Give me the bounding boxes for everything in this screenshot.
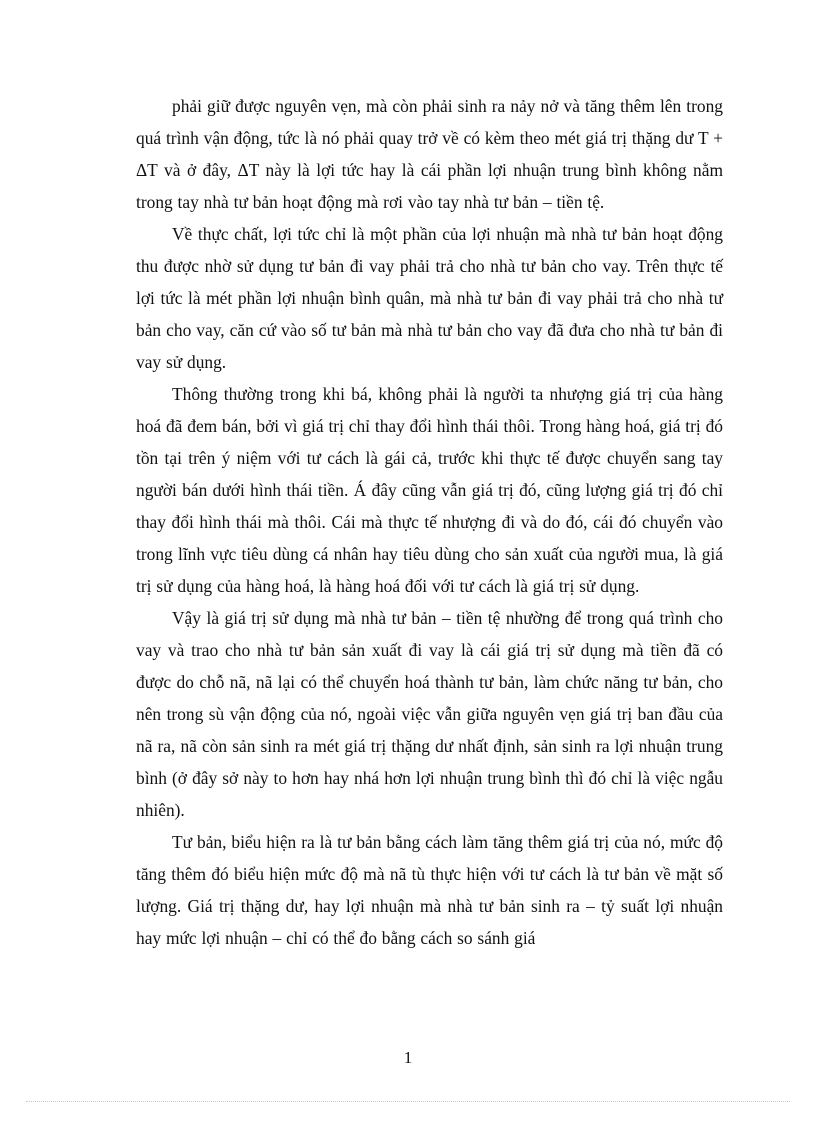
paragraph-capital-expression: Tư bản, biểu hiện ra là tư bản bằng cách làm tăng thêm giá trị của nó, mức độ tăng thêm đó biểu hiện mức độ mà nã tù thực hiện với tư cách là tư bản về mặt số lượng. Giá trị thặng dư, hay lợi nhuận mà nhà tư bản sinh ra – tỷ suất lợi nhuận hay mức lợi nhuận – chỉ có thể đo bằng cách so sánh giá bbox=[136, 832, 723, 948]
page-number: 1 bbox=[403, 1048, 413, 1067]
paragraph-interest-nature: Về thực chất, lợi tức chỉ là một phần của lợi nhuận mà nhà tư bản hoạt động thu được nhờ sử dụng tư bản đi vay phải trả cho nhà tư bản cho vay. Trên thực tế lợi tức là mét phần lợi nhuận bình quân, mà nhà tư bản đi vay phải trả cho nhà tư bản cho vay, căn cứ vào số tư bản mà nhà tư bản cho vay đã đưa cho nhà tư bản đi vay sử dụng. bbox=[136, 224, 723, 372]
page-bottom-divider bbox=[26, 1101, 790, 1102]
body-text bbox=[136, 90, 723, 954]
paragraph-sale-value: Thông thường trong khi bá, không phải là người ta nhượng giá trị của hàng hoá đã đem bán, bởi vì giá trị chỉ thay đổi hình thái thôi. Trong hàng hoá, giá trị đó tồn tại trên ý niệm với tư cách là gái cả, trước khi thực tế được chuyển sang tay người bán dưới hình thái tiền. Á đây cũng vẫn giá trị đó, cũng lượng giá trị đó chỉ thay đổi hình thái mà thôi. Cái mà thực tế nhượng đi và do đó, cái đó chuyển vào trong lĩnh vực tiêu dùng cá nhân hay tiêu dùng cho sản xuất của người mua, là giá trị sử dụng của hàng hoá, là hàng hoá đối với tư cách là giá trị sử dụng. bbox=[136, 384, 723, 596]
paragraph-use-value: Vậy là giá trị sử dụng mà nhà tư bản – tiền tệ nhường để trong quá trình cho vay và trao cho nhà tư bản sản xuất đi vay là cái giá trị sử dụng mà tiền đã có được do chỗ nã, nã lại có thể chuyển hoá thành tư bản, làm chức năng tư bản, cho nên trong sù vận động của nó, ngoài việc vẫn giữa nguyên vẹn giá trị ban đầu của nã ra, nã còn sản sinh ra mét giá trị thặng dư nhất định, sản sinh ra lợi nhuận trung bình (ở đây sở này to hơn hay nhá hơn lợi nhuận trung bình thì đó chỉ là việc ngẫu nhiên). bbox=[136, 608, 723, 820]
paragraph-continuation: phải giữ được nguyên vẹn, mà còn phải sinh ra nảy nở và tăng thêm lên trong quá trình vận động, tức là nó phải quay trở về có kèm theo mét giá trị thặng dư T + ΔT và ở đây, ΔT này là lợi tức hay là cái phần lợi nhuận trung bình không nằm trong tay nhà tư bản hoạt động mà rơi vào tay nhà tư bản – tiền tệ. bbox=[136, 96, 723, 212]
